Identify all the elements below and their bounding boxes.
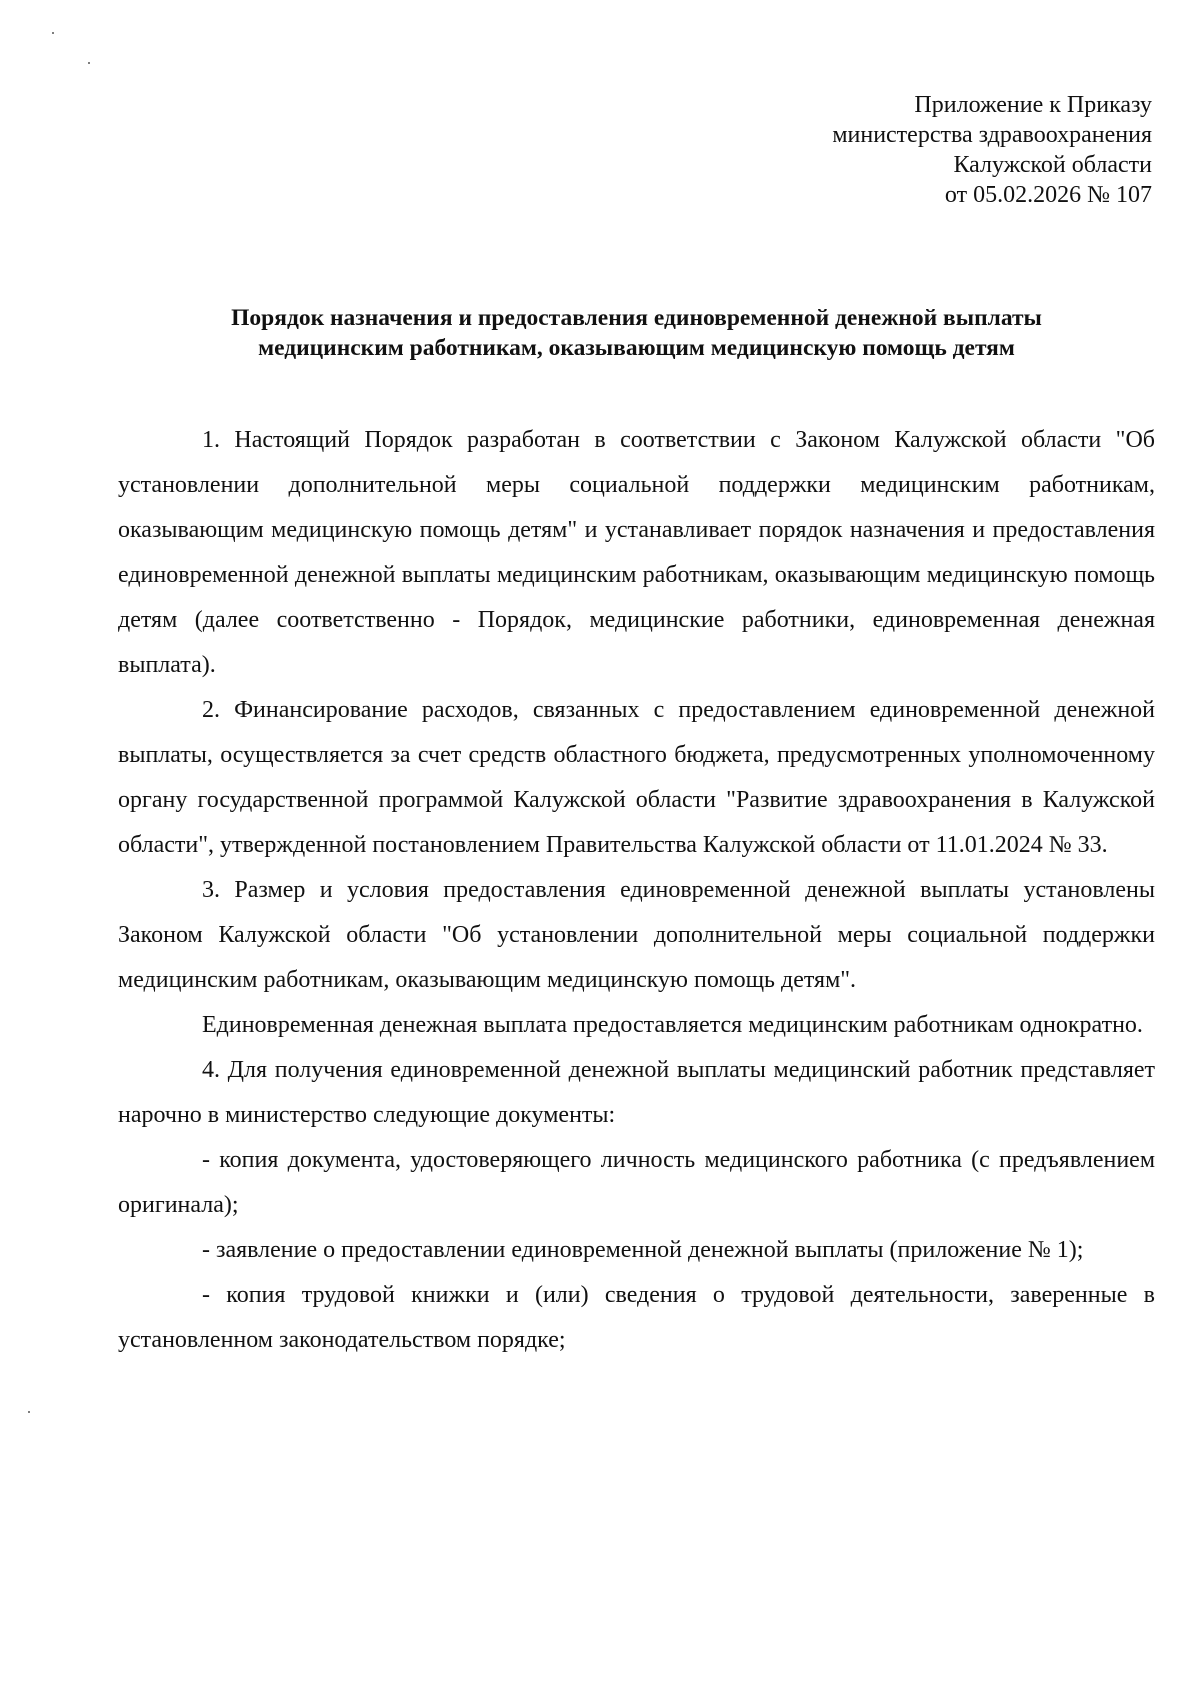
document-list-item: - заявление о предоставлении единовременной денежной выплаты (приложение № 1); [202,1237,1084,1263]
paragraph-4: 4. Для получения единовременной денежной выплаты медицинский работник представляет нарочно в министерство следующие документы: [118,1057,1155,1128]
document-title-line: медицинским работникам, оказывающим медицинскую помощь детям [258,335,1015,361]
document-list-item: - копия трудовой книжки и (или) сведения о трудовой деятельности, заверенные в установленном законодательством порядке; [118,1282,1155,1353]
scan-speck [88,62,90,64]
paragraph-1: 1. Настоящий Порядок разработан в соответствии с Законом Калужской области "Об установлении дополнительной меры социальной поддержки медицинским работникам, оказывающим медицинскую помощь детям" и устанавливает порядок назначения и предоставления единовременной денежной выплаты медицинским работникам, оказывающим медицинскую помощь детям (далее соответственно - Порядок, медицинские работники, единовременная денежная выплата). [118,427,1155,678]
document-list-item: - копия документа, удостоверяющего личность медицинского работника (с предъявлением оригинала); [118,1147,1155,1218]
appendix-header-line: Приложение к Приказу [914,92,1152,118]
appendix-header-line: министерства здравоохранения [832,122,1152,148]
paragraph-3-continued: Единовременная денежная выплата предоставляется медицинским работникам однократно. [202,1012,1143,1038]
document-title-line: Порядок назначения и предоставления единовременной денежной выплаты [231,305,1042,331]
document-title [118,303,1155,363]
scan-speck [28,1411,30,1413]
order-date-number: от 05.02.2026 № 107 [944,182,1152,208]
paragraph-2: 2. Финансирование расходов, связанных с предоставлением единовременной денежной выплаты, осуществляется за счет средств областного бюджета, предусмотренных уполномоченному органу государственной программой Калужской области "Развитие здравоохранения в Калужской области", утвержденной постановлением Правительства Калужской области от 11.01.2024 № 33. [118,697,1155,858]
appendix-header-line: Калужской области [953,152,1152,178]
scan-speck [52,32,54,34]
appendix-header [632,90,1152,210]
paragraph-3: 3. Размер и условия предоставления единовременной денежной выплаты установлены Законом Калужской области "Об установлении дополнительной меры социальной поддержки медицинским работникам, оказывающим медицинскую помощь детям". [118,877,1155,993]
document-body [118,418,1155,1363]
